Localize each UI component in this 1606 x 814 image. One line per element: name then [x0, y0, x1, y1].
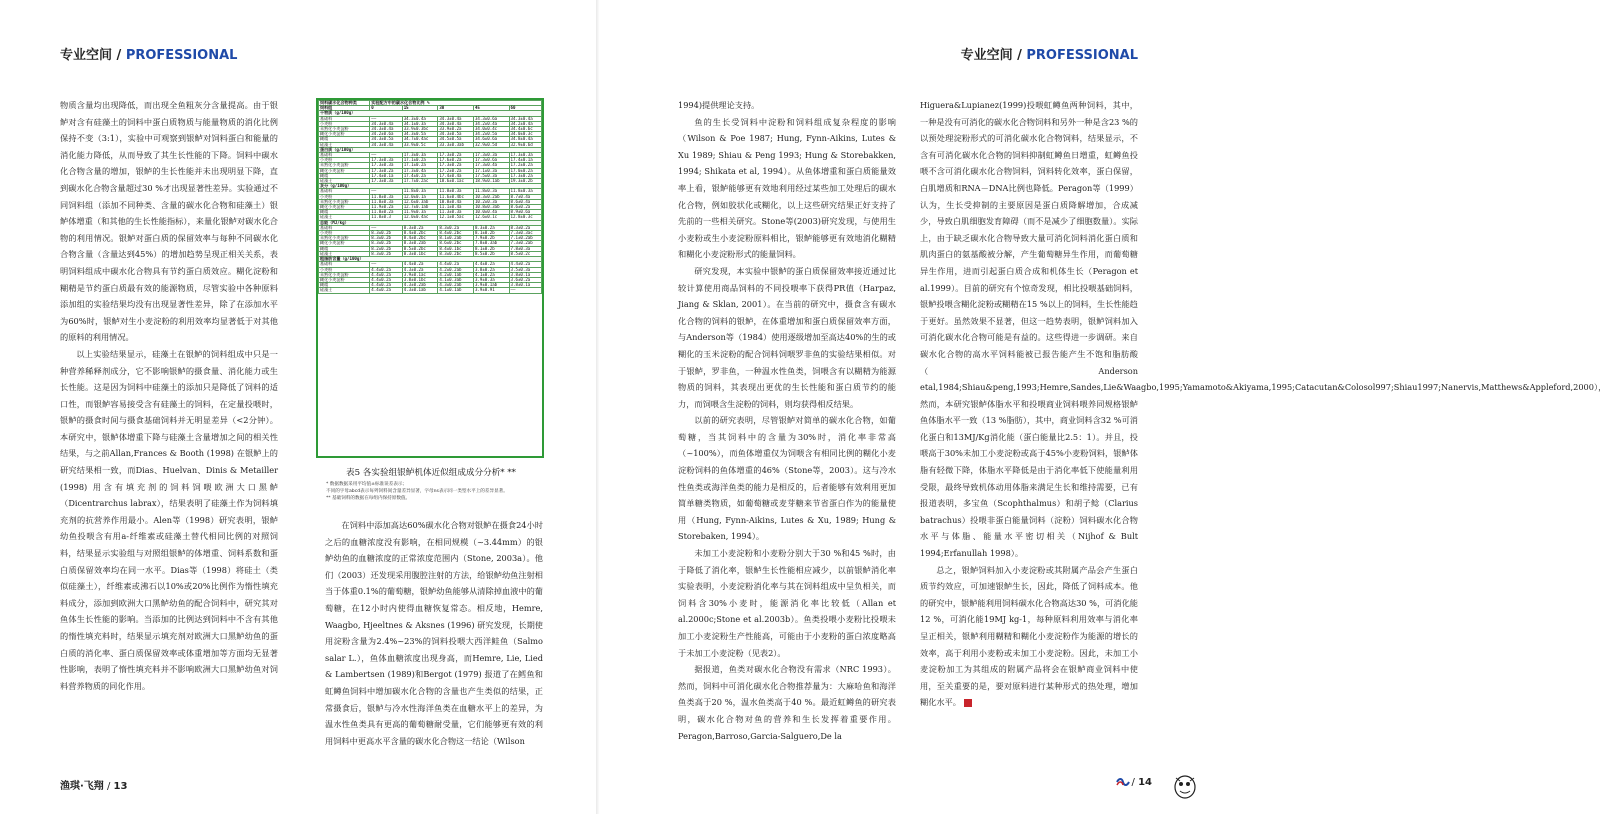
left-column-2 [325, 517, 543, 746]
table-cell: 17.4±0.1a [370, 173, 402, 178]
table-cell: 硅藻土 [319, 251, 370, 256]
table-cell: 11.8±0.3a [473, 189, 509, 194]
table-cell: 34.8±0.4a [509, 137, 541, 142]
table-cell: —— [370, 262, 402, 267]
right-column-2 [920, 97, 1606, 737]
paragraph: 研究发现，本实验中银鲈的蛋白质保留效率接近通过比较计算使用商品饲料的不同投喂率下获得PR值（Harpaz, Jiang & Sklan, 2001）。在当前的研究中，摄食含有碳水化合物的饲料的银鲈，在体重增加和蛋白质保留效率方面，与Anderson等（1984）使用逐级增加至高达40%的生的或糊化的玉米淀粉的配合饲料饲喂罗非鱼的实验结果相似。对于银鲈，罗非鱼，一种温水性鱼类，饲喂含有以糊精为能源物质的饲料，其表现出更优的生长性能和蛋白质节约的能力，而饲喂含生淀粉的饲料，则均获得相反结果。 [678, 265, 896, 409]
table-cell: 11.8±0.3a [370, 199, 402, 204]
table-cell: 小麦粉 [319, 267, 370, 272]
table-cell: —— [370, 153, 402, 158]
table-cell: 干物质（g/100g） [319, 111, 542, 116]
table-cell: 4.4±0.2a [370, 267, 402, 272]
section-header-right [961, 44, 1138, 63]
table-cell: 34.3±0.4a [509, 116, 541, 121]
table-cell: 18.9±0.1ab [473, 179, 509, 184]
table-cell: 34.3±0.4a [370, 127, 402, 132]
table-cell: 17.1±0.3a [473, 168, 509, 173]
table-cell: 10.0±0.4a [473, 210, 509, 215]
composition-table [316, 98, 544, 458]
paragraph: 以前的研究表明，尽管银鲈对简单的碳水化合物，如葡萄糖，当其饲料中的含量为30%时，消化率非常高（~100%），而鱼体增重仅为饲喂含有相同比例的糊化小麦淀粉饲料的鱼体增重的46%（Stone等，2003）。这与冷水性鱼类或海洋鱼类的能力是相反的，后者能够有效利用更加简单糖类物质，如葡萄糖或麦芽糖来节省蛋白作为的能量使用（Hung, Fynn-Aikins, Lutes & Xu, 1989; Hung & Storebaken, 1994）。 [678, 415, 896, 542]
table-cell: 8.6±0.2a [509, 205, 541, 210]
table-cell: 未熟化小麦淀粉 [319, 272, 370, 277]
header-slash: / [112, 48, 126, 63]
end-mark-icon: ✦ [964, 699, 972, 707]
table-caption: 表5 各实验组银鲈机体近似组成成分分析* ** [346, 468, 516, 478]
table-cell: 33.9±0.3bc [402, 127, 438, 132]
table-cell: 34.3±0.4a [438, 116, 474, 121]
table-cell: 8.4±0.1bc [438, 246, 474, 251]
table-cell: —— [509, 288, 541, 293]
table-cell: 4.4±0.2a [438, 262, 474, 267]
table-note: 不同的字母abcd表示每列饲料间含量差异显著，字母ns表示同一类型水平上的差异显著。 [326, 489, 508, 494]
table-cell: 基础料 [319, 189, 370, 194]
table-cell: 4.4±0.2a [370, 288, 402, 293]
table-cell: 8.2±0.2b [370, 246, 402, 251]
table-cell: 3.5±0.3a [509, 267, 541, 272]
table-note: * 数据数据采用平均值±标准误差表示； [326, 482, 408, 487]
table-cell: 10.3±0.2ab [473, 194, 509, 199]
table-cell: 33.9±0.2a [438, 127, 474, 132]
table-cell: 小麦粉 [319, 231, 370, 236]
table-cell: 3.9±0.3a [473, 277, 509, 282]
table-cell: 0 [370, 106, 402, 111]
paragraph: 鱼的生长受饲料中淀粉和饲料组成复杂程度的影响（Wilson & Poe 1987; Hung, Fynn-Aikins, Lutes & Xu 1989; Shiau & Peng 1993; Hung & Storebakken, 1994; Shikata et al, 1994）。从鱼体增重和蛋白质能量效率上看，银鲈能够更有效地利用经过某些加工处理后的碳水化合物，例如胶状化或糊化，以上这些研究结果正好支持了先前的一些相关研究。Stone等(2003)研究发现，与使用生小麦粉或生小麦淀粉原料相比，银鲈能够更有效地消化糊精和糊化小麦淀粉形式的能量饲料。 [678, 116, 896, 260]
table-cell: 糊化小麦淀粉 [319, 277, 370, 282]
table-cell: 34.2±0.6a [370, 132, 402, 137]
table-cell: 8.3±0.2b [370, 231, 402, 236]
table-cell: 小麦粉 [319, 194, 370, 199]
table-cell: 糊精 [319, 173, 370, 178]
table-cell: 基础料 [319, 225, 370, 230]
page-number: 13 [113, 781, 128, 792]
table-cell: 4.3±0.2ab [438, 283, 474, 288]
table-cell: 7.8±0.3ab [473, 241, 509, 246]
table-cell: 7.3±0.2ab [509, 241, 541, 246]
table-note: ** 基础饲料的数据在每组内保持原数值。 [326, 496, 411, 501]
table-cell: 12.0±0.4ac [402, 215, 438, 220]
table-cell: 8.5±0.2c [509, 251, 541, 256]
paragraph: 1994)提供理论支持。 [678, 100, 760, 110]
header-slash: / [1012, 48, 1027, 63]
table-cell: 34.5±0.5a [438, 137, 474, 142]
table-cell: 34.2±0.4a [509, 121, 541, 126]
table-cell: 11.9±0.2a [370, 205, 402, 210]
footer-sep: / [103, 781, 114, 792]
table-cell: 60 [509, 106, 541, 111]
paragraph: 据报道，鱼类对碳水化合物没有需求（NRC 1993）。然而，饲料中可消化碳水化合物推荐量为：大麻哈鱼和海洋鱼类高于20 %，温水鱼类高于40 %。最近虹鳟鱼的研究表明，碳水化合物对鱼的营养和生长发挥着重要作用。Peragon,Barroso,Garcia-Salguero,De la [678, 664, 896, 741]
fish-mascot-icon [1172, 774, 1198, 802]
table-cell: 11.8±0.2a [370, 210, 402, 215]
table-cell: 17.4±0.1a [509, 158, 541, 163]
table-cell: 17.3±0.3a [473, 153, 509, 158]
table-notes [326, 481, 544, 502]
table-cell: 未熟化小麦淀粉 [319, 199, 370, 204]
table-cell: 3.8±0.1a [509, 283, 541, 288]
table-cell: 32.9±0.5d [473, 142, 509, 147]
table-cell: 11.9±0.3a [402, 210, 438, 215]
table-cell: 实验配方中的碳水化合物比例 % [370, 101, 542, 106]
table-cell: 34.3±0.4a [370, 142, 402, 147]
table-cell: 饲料组 [319, 106, 370, 111]
table-cell: 8.3±0.2ab [402, 241, 438, 246]
table-cell: 17.3±0.2a [438, 163, 474, 168]
table-cell: 硅藻土 [319, 215, 370, 220]
table-cell: 4.4±0.2a [402, 262, 438, 267]
table-cell: 8.6±0.4a [509, 199, 541, 204]
paragraph: 在饲料中添加高达60%碳水化合物对银鲈在摄食24小时之后的血糖浓度没有影响，在相同规模（~3.44mm）的银鲈幼鱼的血糖浓度的正常浓度范围内（Stone, 2003a）。他们（2003）还发现采用腹腔注射的方法，给银鲈幼鱼注射相当于体重0.1%的葡萄糖，银鲈幼鱼能够从清除掉血液中的葡萄糖，在12小时内使得血糖恢复常态。相反地，Hemre, Waagbo, Hjeeltnes & Aksnes (1996) 研究发现，长期使用淀粉含量为2.4%~23%的饲料投喂大西洋鲑鱼（Salmo salar L.），鱼体血糖浓度出现身高，而Hemre, Lie, Lied & Lambertsen (1989)和Bergot (1979) 报道了在鳕鱼和虹鳟鱼饲料中增加碳水化合物的含量也产生类似的结果，正常摄食后，银鲈与冷水性海洋鱼类在血糖水平上的差异，为温水性鱼类具有更高的葡萄糖耐受量，它们能够更有效的利用饲料中更高水平含量的碳水化合物这一结论（Wilson [325, 520, 543, 746]
table-cell: 硅藻土 [319, 288, 370, 293]
table-cell: 11.8±0.3a [402, 189, 438, 194]
table-cell: 34.3±0.4a [438, 121, 474, 126]
table-cell: 4.3±0.2a [402, 267, 438, 272]
table-cell: 4.4±0.2a [370, 272, 402, 277]
header-zh: 专业空间 [960, 48, 1013, 63]
header-en: PROFESSIONAL [125, 48, 238, 63]
table-cell: 糊精 [319, 283, 370, 288]
table-cell: 11.8±0.3a [370, 194, 402, 199]
table-cell: 17.5±0.3a [473, 173, 509, 178]
table-cell: 17.3±0.4a [473, 163, 509, 168]
table-cell: 34.3±0.5a [402, 132, 438, 137]
table-cell: 17.0±0.2a [509, 168, 541, 173]
table-cell: 3.9±0.1ab [473, 283, 509, 288]
table-cell: 17.3±0.2a [438, 153, 474, 158]
table-cell: 17.2±0.2a [509, 163, 541, 168]
table-cell: 12.8±0.3c [509, 215, 541, 220]
table-cell: 34.2±0.4a [473, 121, 509, 126]
table-cell: 8.3±0.2b [370, 241, 402, 246]
paragraph: 未加工小麦淀粉和小麦粉分别大于30 %和45 %时，由于降低了消化率，银鲈生长性能相应减少，以前银鲈消化率实验表明，小麦淀粉消化率与其在饲料组成中呈负相关，而饲料含30%小麦时，能源消化率比较低（Allan et al.2000c;Stone et al.2003b）。鱼类投喂小麦粉比投喂未加工小麦淀粉生产性能高，可能由于小麦粉的蛋白浓度略高于未加工小麦淀粉（见表2）。 [678, 548, 896, 658]
brand-logo-icon [1116, 777, 1130, 787]
footer-left [60, 777, 127, 792]
table-cell: 8.1±0.2b [473, 231, 509, 236]
table-cell: 灰分（g/100g） [319, 184, 542, 189]
table-cell: 30 [438, 106, 474, 111]
header-zh: 专业空间 [60, 48, 113, 63]
table-cell: 17.3±0.3a [370, 179, 402, 184]
table-cell: 糊化小麦淀粉 [319, 132, 370, 137]
table-cell: 4.1±0.3ab [438, 277, 474, 282]
table-cell: 8.3±0.1bc [402, 251, 438, 256]
table-cell: 3.9±0.91 [473, 288, 509, 293]
table-cell: 17.3±0.3a [370, 163, 402, 168]
table-cell: 4.1±0.2a [473, 272, 509, 277]
table-cell: 34.7±0.4ac [402, 137, 438, 142]
table-cell: 17.3±0.6a [473, 158, 509, 163]
table-cell: 4.3±0.2ab [402, 283, 438, 288]
table-cell: 8.3±0.2b [370, 236, 402, 241]
table-cell: 4.4±0.2a [473, 262, 509, 267]
table-cell: —— [370, 116, 402, 121]
paragraph: 以上实验结果显示，硅藻土在银鲈的饲料组成中只是一种营养稀释剂成分，它不影响银鲈的摄食量、消化能力或生长性能。这是因为饲料中硅藻土的添加只是降低了饲料的适口性，而银鲈容易接受含有硅藻土的饲料，在定量投喂时，银鲈的摄食时间与摄食基础饲料并无明显差异（<2分钟）。本研究中，银鲈体增重下降与硅藻土含量增加之间的相关性结果，与之前Allan,Frances & Booth (1998) 在银鲈上的研究结果相一致，而Dias、Huelvan、Dinis & Metailler (1998) 用含有填充剂的饲料饲喂欧洲大口黑鲈（Dicentrarchus labrax），结果表明了硅藻土作为饲料填充剂的抗营养作用最小。Alen等（1998）研究表明，银鲈幼鱼投喂含有用a-纤维素或硅藻土替代相同比例的对照饲料，结果显示实验组与对照组银鲈的体增重、饲料系数和蛋白质保留效率均在同一水平。Dias等（1998）将硅土（类似硅藻土），纤维素或沸石以10%或20%比例作为惰性填充料成分，添加到欧洲大口黑鲈幼鱼的配合饲料中，研究其对鱼体生长性能的影响。当添加的比例达到饲料中不含有其他的惰性填充料时，结果显示填充剂对欧洲大口黑鲈幼鱼的蛋白质的消化率、蛋白质保留效率或体重增加等方面均无显著性影响，表明了惰性填充料并不影响欧洲大口黑鲈幼鱼对饲料营养物质的同化作用。 [60, 348, 278, 691]
table-cell: 4.3±0.1ab [402, 288, 438, 293]
table-cell: 10.2±0.3a [473, 199, 509, 204]
left-page [0, 0, 600, 814]
table-cell: 3.8±0.1bc [402, 277, 438, 282]
table-cell: 未熟化小麦淀粉 [319, 236, 370, 241]
table-cell: 8.7±0.4a [509, 194, 541, 199]
table-cell: 蛋白质（g/100g） [319, 147, 542, 152]
table-cell: 10.8±0.4a [438, 199, 474, 204]
table-cell: 7.3±0.3ac [509, 231, 541, 236]
section-header-left [60, 44, 237, 63]
table-cell: 4.4±0.2a [509, 262, 541, 267]
table-cell: 17.4±0.4a [438, 173, 474, 178]
header-en: PROFESSIONAL [1026, 48, 1138, 63]
paragraph [920, 562, 1138, 711]
table-cell: 17.7±0.2ac [402, 179, 438, 184]
table-cell: —— [370, 225, 402, 230]
table-cell: 糊精 [319, 246, 370, 251]
table-cell: 8.3±0.2a [509, 225, 541, 230]
table-cell: 34.3±0.6a [473, 116, 509, 121]
table-cell: 11.8±0.3 [370, 215, 402, 220]
table-cell: 8.5±0.2bc [402, 246, 438, 251]
table-cell: 糊精 [319, 137, 370, 142]
table-cell: 12.6±0.1c [473, 215, 509, 220]
table-cell: 粗脂肪含量（g/100g） [319, 257, 542, 262]
table-cell: 11.8±0.3a [509, 189, 541, 194]
table-cell: 34.1±0.3a [402, 121, 438, 126]
footer-brand: 渔琪·飞翔 [60, 781, 104, 792]
paragraph: 物质含量均出现降低，而出现全鱼粗灰分含量提高。由于银鲈对含有硅藻土的饲料中蛋白质物质与能量物质的消化比例保持不变（3:1），实验中可观察到银鲈对饲料蛋白和能量的消化能力降低，从而导致了其生长性能的下降。饲料中碳水化合物含量的增加，银鲈的生长性能并未出现明显下降，直到碳水化合物含量超过30 %才出现显著性差异。实验通过不同饲料组（添加不同种类、含量的碳水化合物和硅藻土）银鲈体增重（和其他的生长性能指标），来量化银鲈对碳水化合物的利用情况。银鲈对蛋白质的保留效率与每种不同碳水化合物含量（含量达到45%）的增加趋势呈现正相关关系，表明饲料组成中碳水化合物具有节约蛋白质效应。糊化淀粉和糊精是节约蛋白质最有效的能源物质，尽管实验中各种原料添加组的实验结果均没有出现显著性差异，除了在添加水平为60%时，银鲈对生小麦淀粉的利用效率均显著低于对其他的原料的利用情况。 [60, 100, 278, 343]
table-cell: 8.3±0.2a [438, 225, 474, 230]
footer-right [1116, 777, 1152, 788]
table-cell: 11.1±0.4a [438, 205, 474, 210]
table-cell: 8.5±0.2b [473, 251, 509, 256]
table-cell: 12.7±0.1ab [402, 205, 438, 210]
table-cell: 8.3±0.2a [402, 225, 438, 230]
table-cell: 34.3±0.4a [370, 121, 402, 126]
table-cell: 34.0±0.4c [473, 127, 509, 132]
table-cell: 8.9±0.6a [509, 210, 541, 215]
table-cell: 小麦粉 [319, 158, 370, 163]
table-row [319, 288, 542, 293]
table-cell: 硅藻土 [319, 142, 370, 147]
table-cell: 4.4±0.2a [370, 277, 402, 282]
table-cell: 饲料碳水化合物种类 [319, 101, 370, 106]
table-cell: 4.2±0.2ab [438, 267, 474, 272]
table-cell: 3.6±0.2a [509, 277, 541, 282]
table-cell: 4.2±0.1ab [438, 272, 474, 277]
table-cell: 4.1±0.1ab [438, 288, 474, 293]
table-cell: —— [370, 189, 402, 194]
table-cell: 糊化小麦淀粉 [319, 168, 370, 173]
table-cell: 4.4±0.2a [370, 283, 402, 288]
table-cell: 33.9±0.5c [402, 142, 438, 147]
table-cell: 17.3±0.4a [402, 168, 438, 173]
table-cell: 34.2±0.5a [473, 132, 509, 137]
table-cell: 17.2±0.2a [438, 168, 474, 173]
table-cell: 12.0±0.1a [402, 194, 438, 199]
table-cell: 34.6±0.6a [473, 137, 509, 142]
table-cell: 未熟化小麦淀粉 [319, 127, 370, 132]
page-number: 14 [1138, 777, 1152, 788]
table-cell: 硅藻土 [319, 179, 370, 184]
table-cell: 8.3±0.2bc [438, 251, 474, 256]
table-cell: 34.3±0.5a [438, 132, 474, 137]
table-cell: 17.6±0.2a [438, 158, 474, 163]
table-cell: 12.6±0.3ab [402, 199, 438, 204]
table-cell: 34.4±0.6c [509, 127, 541, 132]
table-cell: 8.4±0.2bc [438, 231, 474, 236]
table-cell: 15 [402, 106, 438, 111]
right-column-1 [678, 97, 896, 741]
table-cell: 基础料 [319, 116, 370, 121]
table-cell: 17.1±0.2a [402, 163, 438, 168]
table-cell: 45 [473, 106, 509, 111]
table-cell: 18.6±0.1ac [438, 179, 474, 184]
table-cell: 8.6±0.2bc [438, 241, 474, 246]
table-cell: 总能（MJ/kg） [319, 220, 542, 225]
table-cell: 11.3±0.3a [438, 210, 474, 215]
table-cell: 基础料 [319, 153, 370, 158]
paragraph-text: 总之，银鲈饲料加入小麦淀粉或其附属产品会产生蛋白质节约效应，可加速银鲈生长，因此，降低了饲料成本。他的研究中，银鲈能利用饲料碳水化合物高达30 %，可消化能12 %，可消化能19MJ kg-1，每种原料利用效率与消化率呈正相关，银鲈利用糊精和糊化小麦淀粉作为能源的增长的效率，高于利用小麦粉或未加工小麦淀粉。因此，未加工小麦淀粉加工为其组成的附属产品将会在银鲈商业饲料中使用，至关重要的是，要对原料进行某种形式的热处理，增加糊化水平。 [920, 564, 1138, 708]
footer-sep: / [1131, 777, 1139, 788]
right-page [600, 0, 1606, 814]
table-cell: 8.3±0.2b [370, 251, 402, 256]
table-cell: 17.4±0.2a [402, 173, 438, 178]
table-cell: 糊化小麦淀粉 [319, 205, 370, 210]
composition-table-grid [318, 100, 542, 294]
table-cell: 糊精 [319, 210, 370, 215]
table-cell: 10.8±0.3ab [473, 205, 509, 210]
table-cell: 12.1±0.5ac [438, 215, 474, 220]
table-cell: 34.3±0.4a [402, 116, 438, 121]
table-cell: 17.3±0.3a [509, 153, 541, 158]
table-cell: 8.4±0.2bc [402, 231, 438, 236]
table-cell: 3.8±0.2a [473, 267, 509, 272]
table-cell: 17.1±0.2a [402, 158, 438, 163]
table-cell: 34.0±0.3c [509, 132, 541, 137]
table-cell: 小麦粉 [319, 121, 370, 126]
table-cell: 8.4±0.2bc [402, 236, 438, 241]
table-cell: 8.3±0.2a [473, 225, 509, 230]
table-cell: 34.3±0.5a [370, 137, 402, 142]
table-cell: 19.3±0.2b [509, 179, 541, 184]
table-cell: 17.3±0.2a [370, 168, 402, 173]
table-cell: 基础料 [319, 262, 370, 267]
table-cell: 8.1±0.2b [473, 246, 509, 251]
table-cell: 17.3±0.2a [509, 173, 541, 178]
table-cell: 7.8±0.3a [509, 246, 541, 251]
table-cell: 11.8±0.3a [438, 189, 474, 194]
table-cell: 未熟化小麦淀粉 [319, 163, 370, 168]
table-cell: 8.1±0.2ab [438, 236, 474, 241]
table-cell: 17.3±0.3a [402, 153, 438, 158]
table-cell: 7.9±0.2b [473, 236, 509, 241]
left-column-1 [60, 97, 278, 733]
table-cell: 3.9±0.1ac [402, 272, 438, 277]
table-cell: 33.3±0.3ab [438, 142, 474, 147]
table-cell: 11.6±0.4bc [438, 194, 474, 199]
table-cell: 3.8±0.1a [509, 272, 541, 277]
table-cell: 糊化小麦淀粉 [319, 241, 370, 246]
paragraph: Higuera&Lupianez(1999)投喂虹鳟鱼两种饲料，其中，一种是没有可消化的碳水化合物饲料和另外一种是含23 %的以预处理淀粉形式的可消化碳水化合物饲料，结果显示，不含有可消化碳水化合物的饲料抑制虹鳟鱼日增重，虹鳟鱼投喂不含可消化碳水化合物饲料，饲料转化效率，蛋白保留，白肌增质和RNA－DNA比例也降低。Peragon等（1999）认为，生长受抑制的主要原因是蛋白质降解增加，合成减少，导致白肌细胞发育障碍（而不是减少了细胞数量）。实际上，由于缺乏碳水化合物导致大量可消化饲料消化蛋白质和肌肉蛋白的氨基酸被分解，产生葡萄糖异生作用，而葡萄糖异生作用，进而引起蛋白质合成和机体生长（Peragon et al.1999）。目前的研究有个惊奇发现，相比投喂基础饲料，银鲈投喂含糊化淀粉或糊精在15 %以上的饲料，生长性能趋于更好。虽然效果不显著，但这一趋势表明，银鲈饲料加入可消化碳水化合物可能是有益的。这些得进一步调研。来自碳水化合物的高水平饲料能被已报告能产生不饱和脂肪酸（Anderson etal,1984;Shiau&peng,1993;Hemre,Sandes,Lie&Waagbo,1995;Yamamoto&Akiyama,1995;Catacutan&Colosol997;Shiau1997;Nanervis,Matthews&Appleford,2000），然而，本研究银鲈体脂水平和投喂商业饲料喂养同规格银鲈鱼体脂水平一致（13 %脂肪），其中，商业饲料含32 %可消化蛋白和13MJ/Kg消化能（蛋白能量比2.5：1）。并且，投喂高于30%未加工小麦淀粉或高于45%小麦粉饲料，银鲈体脂有轻微下降，体脂水平降低是由于消化率低下使能量利用受限，最终导致机体动用体脂来满足生长和维持需要，已有报道表明，多宝鱼（Scophthalmus）和胡子鲶（Clarius batrachus）投喂非蛋白能量饲料（淀粉）饲料碳水化合物水平与体脂、能量水平密切相关（Nijhof & Bult 1994;Erfanullah 1998）。 [920, 100, 1606, 559]
table-cell: 17.3±0.3a [370, 158, 402, 163]
table-cell: 7.1±0.2ab [509, 236, 541, 241]
table-cell: 32.9±0.6d [509, 142, 541, 147]
